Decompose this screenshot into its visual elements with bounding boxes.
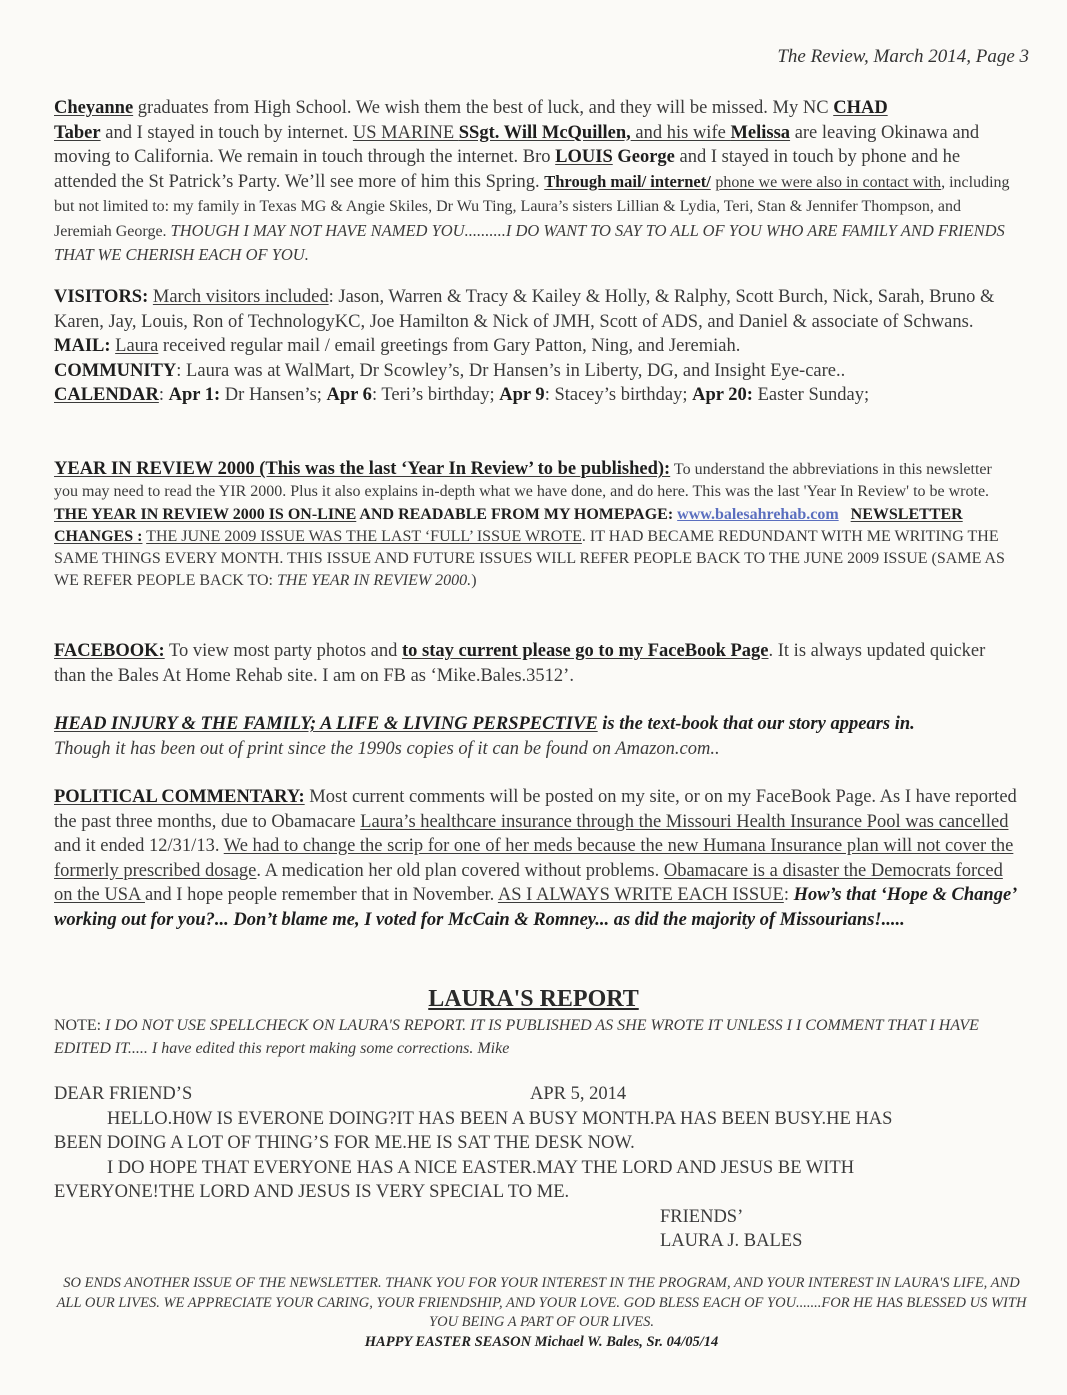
report-title: LAURA'S REPORT bbox=[428, 986, 639, 1012]
letter-date: APR 5, 2014 bbox=[530, 1084, 627, 1104]
cherish-note: THOUGH I MAY NOT HAVE NAMED YOU..........I DO WANT TO SAY TO ALL OF YOU WHO ARE FAMILY AND FRIENDS THAT WE CHERISH EACH OF YOU. bbox=[54, 220, 1005, 264]
facebook-page-link[interactable]: to stay current please go to my FaceBook Page bbox=[401, 641, 769, 661]
closing-footer bbox=[54, 1274, 1029, 1352]
visitors-label: VISITORS: bbox=[54, 287, 149, 307]
contact-phrase: phone we were also in contact with bbox=[715, 173, 942, 191]
letter-line-3: I DO HOPE THAT EVERYONE HAS A NICE EASTER.MAY THE LORD AND JESUS BE WITH bbox=[107, 1158, 855, 1178]
book-section: HEAD INJURY & THE FAMILY; A LIFE & LIVING PERSPECTIVE is the text-book that our story appears in. Though it has been out of print since the 1990s copies of it can be found on Amazon.com.. bbox=[54, 714, 915, 759]
facebook-label: FACEBOOK: bbox=[54, 641, 165, 661]
year-in-review-section: YEAR IN REVIEW 2000 (This was the last ‘Year In Review’ to be published): To understand the abbreviations in this newsletter you may need to read the YIR 2000. Plus it also explains in-depth what we have done, and do here. This was the last 'Year In Review' to be wrote. THE YEAR IN REVIEW 2000 IS ON-LINE AND READABLE FROM MY HOMEPAGE: www.balesahrehab.com NEWSLETTER CHANGES : THE JUNE 2009 ISSUE WAS THE LAST ‘FULL’ ISSUE WROTE. IT HAD BECAME REDUNDANT WITH ME WRITING THE SAME THINGS EVERY MONTH. THIS ISSUE AND FUTURE ISSUES WILL REFER PEOPLE BACK TO THE JUNE 2009 ISSUE (SAME AS WE REFER PEOPLE BACK TO: THE YEAR IN REVIEW 2000.) bbox=[54, 459, 1005, 590]
yir-heading: YEAR IN REVIEW 2000 (This was the last ‘Year In Review’ to be published): bbox=[54, 459, 671, 479]
footer-message: SO ENDS ANOTHER ISSUE OF THE NEWSLETTER. THANK YOU FOR YOUR INTEREST IN THE PROGRAM, AND YOUR INTEREST IN LAURA'S LIFE, AND ALL OUR LIVES. WE APPRECIATE YOUR CARING, YOUR FRIENDSHIP, AND YOUR LOVE. GOD BLESS EACH OF YOU.......FOR HE HAS BLESSED US WITH YOU BEING A PART OF OUR LIVES. bbox=[56, 1275, 1027, 1330]
book-title: HEAD INJURY & THE FAMILY; A LIFE & LIVING PERSPECTIVE bbox=[54, 714, 598, 734]
political-section: POLITICAL COMMENTARY: Most current comments will be posted on my site, or on my FaceBook Page. As I have reported the past three months, due to Obamacare Laura’s healthcare insurance through the Missouri Health Insurance Pool was cancelled and it ended 12/31/13. We had to change the scrip for one of her meds because the new Humana Insurance plan will not cover the formerly prescribed dosage. A medication her old plan covered without problems. Obamacare is a disaster the Democrats forced on the USA and I hope people remember that in November. AS I ALWAYS WRITE EACH ISSUE: How’s that ‘Hope & Change’ working out for you?... Don’t blame me, I voted for McCain & Romney... as did the majority of Missourians!..... bbox=[54, 787, 1017, 930]
name-chad: CHAD bbox=[833, 98, 888, 118]
report-note: NOTE: I DO NOT USE SPELLCHECK ON LAURA'S REPORT. IT IS PUBLISHED AS SHE WROTE IT UNLESS I I COMMENT THAT I HAVE EDITED IT..... I have edited this report making some corrections. Mike bbox=[54, 1017, 979, 1057]
name-louis: LOUIS bbox=[555, 147, 613, 167]
visitors-section: VISITORS: March visitors included: Jason, Warren & Tracy & Kailey & Holly, & Ralphy, Scott Burch, Nick, Sarah, Bruno & Karen, Jay, Louis, Ron of TechnologyKC, Joe Hamilton & Nick of JMH, Scott of ADS, and Daniel & associate of Schwans. MAIL: Laura received regular mail / email greetings from Gary Patton, Ning, and Jeremiah. COMMUNITY: Laura was at WalMart, Dr Scowley’s, Dr Hansen’s in Liberty, DG, and Insight Eye-care.. CALENDAR: Apr 1: Dr Hansen’s; Apr 6: Teri’s birthday; Apr 9: Stacey’s birthday; Apr 20: Easter Sunday; bbox=[54, 287, 995, 405]
letter-line-4: EVERYONE!THE LORD AND JESUS IS VERY SPECIAL TO ME. bbox=[54, 1182, 570, 1202]
letter-line-1: HELLO.H0W IS EVERONE DOING?IT HAS BEEN A BUSY MONTH.PA HAS BEEN BUSY.HE HAS bbox=[107, 1109, 893, 1129]
homepage-link[interactable]: www.balesahrehab.com bbox=[677, 505, 839, 523]
letter-signature: LAURA J. BALES bbox=[660, 1231, 803, 1251]
newsletter-changes-label: NEWSLETTER CHANGES : bbox=[54, 505, 963, 545]
calendar-label: CALENDAR bbox=[54, 385, 159, 405]
name-taber: Taber bbox=[54, 122, 101, 143]
letter-salutation: DEAR FRIEND’S bbox=[54, 1084, 193, 1104]
family-news-paragraph: Cheyanne graduates from High School. We wish them the best of luck, and they will be missed. My NC CHAD Taber and I stayed in touch by internet. US MARINE SSgt. Will McQuillen, and his wife Melissa are leaving Okinawa and moving to California. We remain in touch through the internet. Bro LOUIS George and I stayed in touch by phone and he attended the St Patrick’s Party. We’ll see more of him this Spring. Through mail/ internet/ phone we were also in contact with, including but not limited to: my family in Texas MG & Angie Skiles, Dr Wu Ting, Laura’s sisters Lillian & Lydia, Teri, Stan & Jennifer Thompson, and Jeremiah George. THOUGH I MAY NOT HAVE NAMED YOU..........I DO WANT TO SAY TO ALL OF YOU WHO ARE FAMILY AND FRIENDS THAT WE CHERISH EACH OF YOU. bbox=[54, 98, 1010, 264]
letter-line-2: BEEN DOING A LOT OF THING’S FOR ME.HE IS SAT THE DESK NOW. bbox=[54, 1133, 635, 1153]
political-label: POLITICAL COMMENTARY: bbox=[54, 787, 305, 807]
name-cheyanne: Cheyanne bbox=[54, 98, 134, 118]
community-label: COMMUNITY bbox=[54, 360, 177, 381]
page-header: The Review, March 2014, Page 3 bbox=[777, 46, 1029, 67]
footer-signature: HAPPY EASTER SEASON Michael W. Bales, Sr. 04/05/14 bbox=[364, 1333, 719, 1350]
facebook-section: FACEBOOK: To view most party photos and to stay current please go to my FaceBook Page. It is always updated quicker than the Bales At Home Rehab site. I am on FB as ‘Mike.Bales.3512’. bbox=[54, 641, 986, 686]
mail-label: MAIL: bbox=[54, 336, 111, 356]
letter-closing: FRIENDS’ bbox=[660, 1207, 744, 1227]
